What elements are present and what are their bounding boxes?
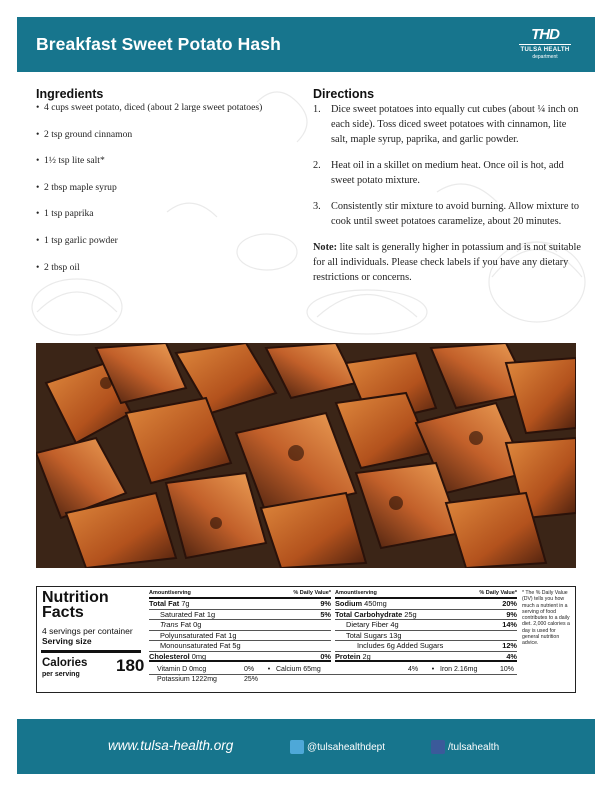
directions-heading: Directions bbox=[313, 87, 375, 101]
nutrient-row bbox=[149, 620, 331, 631]
facebook-icon bbox=[431, 740, 445, 754]
direction-step bbox=[313, 102, 581, 147]
nutrient-label: Dietary Fiber bbox=[346, 620, 389, 629]
nutrient-row bbox=[149, 631, 331, 642]
nutrient-value: 13g bbox=[389, 630, 402, 640]
nutrient-value: 4g bbox=[390, 620, 399, 629]
facebook-handle[interactable] bbox=[431, 740, 499, 754]
ingredient-item: • 2 tbsp oil bbox=[36, 262, 306, 289]
dv-header: % Daily Value* bbox=[479, 590, 517, 596]
iron: Iron 2.16mg bbox=[440, 666, 478, 673]
nutrient-row bbox=[149, 641, 331, 652]
step-number: 3. bbox=[313, 201, 321, 212]
nutrient-value: 0mg bbox=[191, 651, 207, 661]
nutrition-title-line1: Nutrition bbox=[42, 589, 109, 606]
dv-header: % Daily Value* bbox=[293, 590, 331, 596]
vitamin-d-pct: 0% bbox=[244, 666, 255, 673]
step-number: 1. bbox=[313, 104, 321, 115]
nutrient-column-left bbox=[149, 590, 331, 662]
twitter-handle[interactable] bbox=[290, 740, 385, 754]
servings-per-container: 4 servings per container bbox=[42, 626, 133, 636]
logo-name: TULSA HEALTH bbox=[520, 47, 570, 53]
nutrient-row bbox=[149, 610, 331, 621]
nutrient-label: Monounsaturated Fat bbox=[160, 641, 231, 650]
nutrient-value: 1g bbox=[228, 630, 237, 640]
nutrition-title-line2: Facts bbox=[42, 604, 84, 621]
nutrient-pct: 9% bbox=[320, 599, 331, 608]
facebook-text: /tulsahealth bbox=[448, 741, 500, 753]
ingredients-list bbox=[36, 102, 306, 288]
sweet-potato-hash-photo bbox=[36, 343, 576, 568]
directions-section bbox=[313, 87, 581, 285]
nutrient-pct: 4% bbox=[506, 651, 517, 661]
vitamin-line-1 bbox=[149, 665, 517, 675]
nutrient-value: 1g bbox=[206, 609, 216, 619]
nutrient-row bbox=[335, 620, 517, 631]
nutrient-label: Polyunsaturated Fat bbox=[160, 630, 227, 640]
bullet: • bbox=[431, 666, 435, 673]
calories-value: 180 bbox=[116, 656, 145, 675]
nutrient-row bbox=[335, 610, 517, 621]
nutrient-row bbox=[149, 652, 331, 663]
nutrient-value: 2g bbox=[362, 651, 371, 661]
daily-value-footnote: * The % Daily Value (DV) tells you how much a nutrient in a serving of food contributes to a daily diet. 2,000 calories a day is used for general nutrition advice. bbox=[522, 590, 570, 647]
nutrient-label: Cholesterol bbox=[149, 651, 190, 661]
nutrient-pct: 5% bbox=[320, 609, 331, 619]
calcium-pct: 4% bbox=[408, 666, 419, 673]
nutrient-pct: 20% bbox=[502, 599, 517, 608]
recipe-note bbox=[313, 240, 581, 285]
nutrient-label: Total Sugars bbox=[346, 630, 388, 640]
ingredient-item: • 1½ tsp lite salt* bbox=[36, 155, 306, 182]
nutrient-row bbox=[335, 652, 517, 663]
ingredients-heading: Ingredients bbox=[36, 87, 104, 101]
bullet: • bbox=[267, 666, 271, 673]
nutrient-value: 5g bbox=[232, 641, 241, 650]
nutrient-row bbox=[335, 631, 517, 642]
nutrient-value: 450mg bbox=[364, 599, 387, 608]
nutrient-label: Saturated Fat bbox=[160, 609, 205, 619]
step-text: Heat oil in a skillet on medium heat. Once oil is hot, add sweet potato mixture. bbox=[331, 160, 564, 186]
nutrition-facts-title bbox=[42, 590, 109, 620]
nutrient-label: Trans bbox=[160, 620, 179, 629]
nutrient-label: Total Fat bbox=[149, 599, 180, 608]
nutrient-label: Includes 6g Added Sugars bbox=[357, 641, 444, 650]
amount-header: Amount/serving bbox=[149, 590, 191, 596]
nutrient-column-right bbox=[335, 590, 517, 662]
nutrient-label: Protein bbox=[335, 651, 361, 661]
header-banner bbox=[17, 17, 595, 72]
logo-mark: THD bbox=[531, 26, 559, 43]
directions-list bbox=[313, 102, 581, 229]
nutrient-pct: 14% bbox=[502, 620, 517, 629]
step-text: Dice sweet potatoes into equally cut cubes (about ¼ inch on each side). Toss diced sweet potatoes with cinnamon, lite salt, maple syrup, paprika, and garlic powder. bbox=[331, 104, 579, 145]
nutrient-label: Total Carbohydrate bbox=[335, 609, 403, 619]
nutrient-value: 7g bbox=[181, 599, 190, 608]
step-number: 2. bbox=[313, 160, 321, 171]
iron-pct: 10% bbox=[500, 666, 515, 673]
nutrient-pct: 12% bbox=[502, 641, 517, 650]
recipe-title: Breakfast Sweet Potato Hash bbox=[36, 34, 281, 54]
amount-header: Amount/serving bbox=[335, 590, 377, 596]
column-header bbox=[335, 590, 517, 599]
ingredient-item: • 2 tbsp maple syrup bbox=[36, 182, 306, 209]
nutrient-label: Sodium bbox=[335, 599, 363, 608]
nutrient-pct: 9% bbox=[506, 609, 517, 619]
footer-banner bbox=[17, 719, 595, 774]
step-text: Consistently stir mixture to avoid burning. Allow mixture to cook until sweet potatoes caramelize, about 20 minutes. bbox=[331, 201, 579, 227]
twitter-icon bbox=[290, 740, 304, 754]
nutrient-pct: 0% bbox=[320, 651, 331, 661]
nutrient-row bbox=[149, 599, 331, 610]
twitter-text: @tulsahealthdept bbox=[307, 741, 385, 753]
calories-rule bbox=[41, 650, 141, 653]
logo-rule bbox=[519, 44, 571, 45]
ingredient-item: • 1 tsp garlic powder bbox=[36, 235, 306, 262]
direction-step bbox=[313, 158, 581, 188]
ingredient-item: • 2 tsp ground cinnamon bbox=[36, 129, 306, 156]
direction-step bbox=[313, 199, 581, 229]
nutrient-value: Fat 0g bbox=[180, 620, 202, 629]
website-link[interactable]: www.tulsa-health.org bbox=[108, 738, 234, 753]
potassium-pct: 25% bbox=[244, 676, 259, 683]
per-serving-label: per serving bbox=[42, 671, 80, 678]
logo-sub: department bbox=[532, 54, 558, 60]
serving-size-label: Serving size bbox=[42, 636, 92, 646]
calories-label: Calories bbox=[42, 657, 88, 669]
ingredients-section bbox=[36, 87, 306, 288]
vitamin-line-2 bbox=[149, 675, 517, 685]
nutrient-row bbox=[335, 641, 517, 652]
potassium: Potassium 1222mg bbox=[157, 676, 217, 683]
note-text: lite salt is generally higher in potassium and is not suitable for all individuals. Please check labels if you have any dietary restrictions or concerns. bbox=[313, 242, 581, 283]
tulsa-health-logo bbox=[517, 27, 573, 60]
vitamins-minerals bbox=[149, 665, 517, 685]
vitamin-d: Vitamin D 0mcg bbox=[157, 666, 207, 673]
note-label: Note: bbox=[313, 242, 338, 253]
nutrition-facts-panel bbox=[36, 586, 576, 693]
ingredient-item: • 1 tsp paprika bbox=[36, 208, 306, 235]
ingredient-item: • 4 cups sweet potato, diced (about 2 large sweet potatoes) bbox=[36, 102, 306, 129]
column-header bbox=[149, 590, 331, 599]
calcium: Calcium 65mg bbox=[276, 666, 321, 673]
nutrient-value: 25g bbox=[404, 609, 417, 619]
nutrient-row bbox=[335, 599, 517, 610]
